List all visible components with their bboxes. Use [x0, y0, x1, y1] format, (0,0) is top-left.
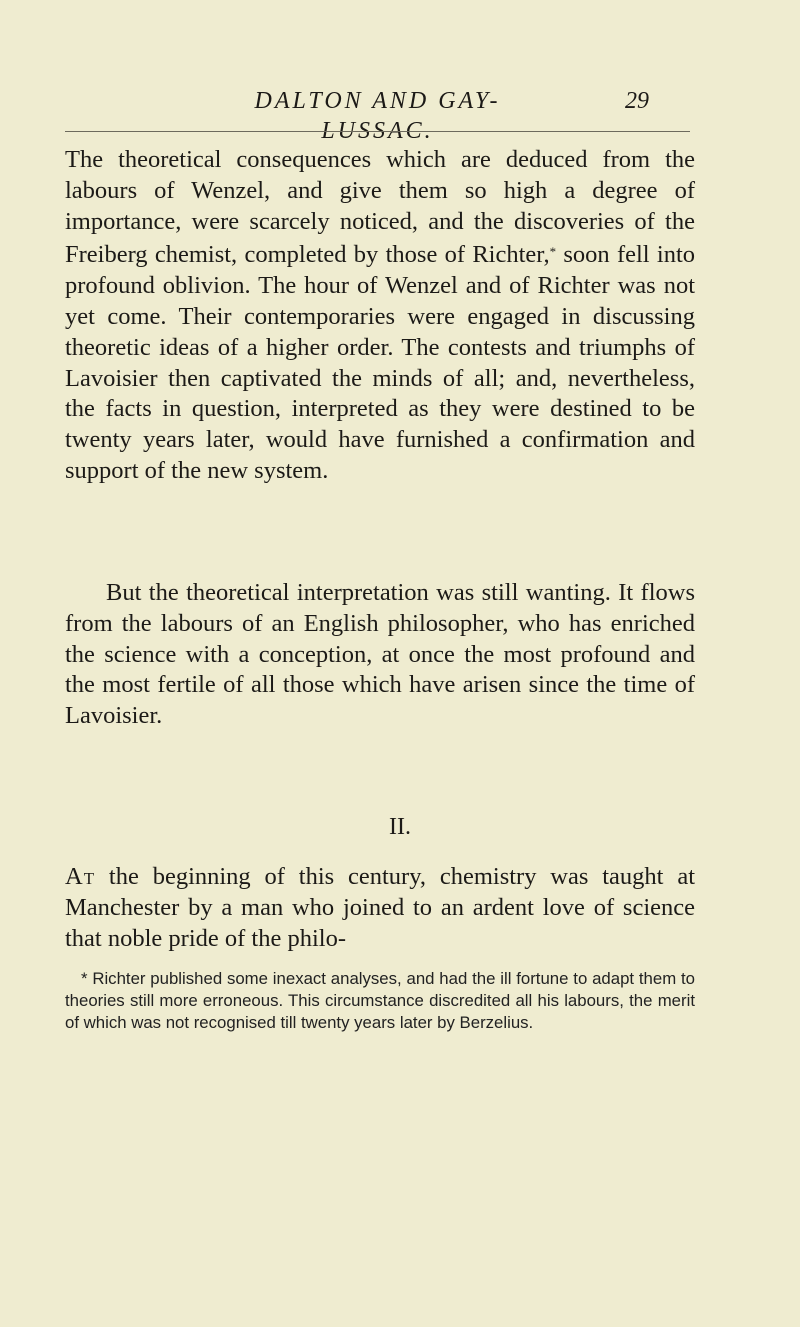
section-numeral: II.: [389, 814, 411, 840]
footnote-text: Richter published some inexact analyses, and had the ill fortune to adapt them to theories still more erroneous. This circumstance discredited all his labours, the merit of which was not recognised till twenty years later by Berzelius.: [65, 969, 695, 1032]
footnote-reference: *: [549, 244, 557, 260]
paragraph-1: [65, 145, 695, 487]
running-head: [0, 86, 800, 144]
paragraph-3: [65, 862, 695, 954]
page-number: 29: [625, 88, 649, 114]
footnote: [65, 968, 695, 1034]
paragraph-2: [65, 578, 695, 732]
paragraph-2-text: But the theoretical interpretation was still wanting. It flows from the labours of an English philosopher, who has enriched the science with a conception, at once the most profound and the most fertile of all those which have arisen since the time of Lavoisier.: [65, 579, 695, 730]
paragraph-1-text: The theoretical consequences which are deduced from the labours of Wenzel, and give them so high a degree of importance, were scarcely noticed, and the discoveries of the Freiberg chemist, completed by those of Richter,: [65, 146, 695, 269]
header-rule: [65, 131, 690, 132]
paragraph-3-lead: At: [65, 863, 96, 890]
paragraph-3-text: the beginning of this century, chemistry was taught at Manchester by a man who joined to an ardent love of science that noble pride of the philo-: [65, 863, 695, 952]
running-title: DALTON AND GAY-LUSSAC.: [254, 88, 501, 144]
footnote-mark: *: [81, 969, 88, 988]
paragraph-1-text-continued: soon fell into profound oblivion. The hour of Wenzel and of Richter was not yet come. Their contemporaries were engaged in discussing theoretic ideas of a higher order. The contests and triumphs of Lavoisier then captivated the minds of all; and, nevertheless, the facts in question, interpreted as they were destined to be twenty years later, would have furnished a confirmation and support of the new system.: [65, 241, 696, 484]
